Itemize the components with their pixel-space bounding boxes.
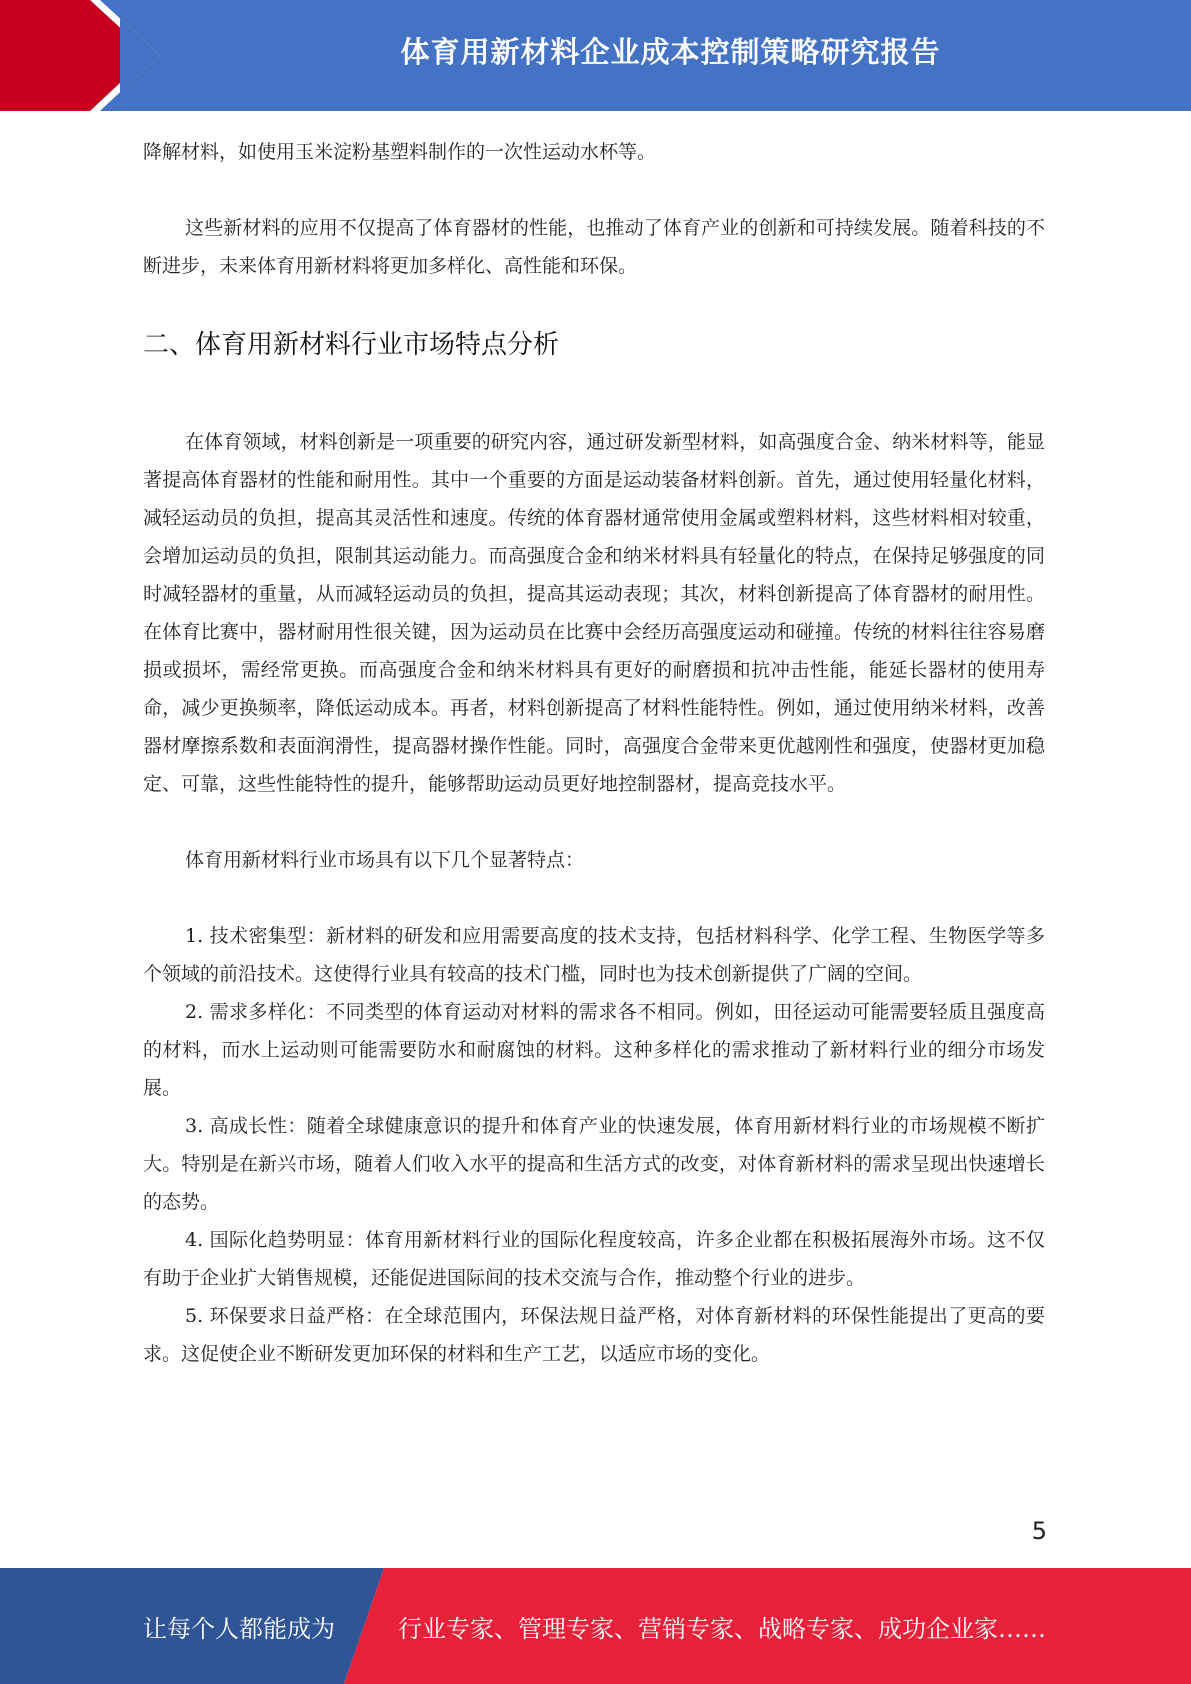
paragraph-continued: 降解材料，如使用玉米淀粉基塑料制作的一次性运动水杯等。	[143, 141, 657, 163]
report-title: 体育用新材料企业成本控制策略研究报告	[400, 34, 941, 69]
section-heading: 二、体育用新材料行业市场特点分析	[143, 330, 560, 360]
list-item: 4. 国际化趋势明显：体育用新材料行业的国际化程度较高，许多企业都在积极拓展海外市场。这不仅有助于企业扩大销售规模，还能促进国际间的技术交流与合作，推动整个行业的进步。	[143, 1229, 1045, 1289]
feature-list	[143, 917, 1045, 1373]
paragraph-list-lead: 体育用新材料行业市场具有以下几个显著特点：	[185, 849, 585, 871]
list-item: 5. 环保要求日益严格：在全球范围内，环保法规日益严格，对体育新材料的环保性能提出了更高的要求。这促使企业不断研发更加环保的材料和生产工艺，以适应市场的变化。	[143, 1305, 1045, 1365]
list-item: 1. 技术密集型：新材料的研发和应用需要高度的技术支持，包括材料科学、化学工程、生物医学等多个领域的前沿技术。这使得行业具有较高的技术门槛，同时也为技术创新提供了广阔的空间。	[143, 925, 1045, 985]
list-item: 2. 需求多样化：不同类型的体育运动对材料的需求各不相同。例如，田径运动可能需要轻质且强度高的材料，而水上运动则可能需要防水和耐腐蚀的材料。这种多样化的需求推动了新材料行业的细分市场发展。	[143, 1001, 1045, 1099]
page-footer	[0, 1568, 1191, 1684]
page-header	[0, 0, 1191, 111]
paragraph-main: 在体育领域，材料创新是一项重要的研究内容，通过研发新型材料，如高强度合金、纳米材料等，能显著提高体育器材的性能和耐用性。其中一个重要的方面是运动装备材料创新。首先，通过使用轻量化材料，减轻运动员的负担，提高其灵活性和速度。传统的体育器材通常使用金属或塑料材料，这些材料相对较重，会增加运动员的负担，限制其运动能力。而高强度合金和纳米材料具有轻量化的特点，在保持足够强度的同时减轻器材的重量，从而减轻运动员的负担，提高其运动表现；其次，材料创新提高了体育器材的耐用性。在体育比赛中，器材耐用性很关键，因为运动员在比赛中会经历高强度运动和碰撞。传统的材料往往容易磨损或损坏，需经常更换。而高强度合金和纳米材料具有更好的耐磨损和抗冲击性能，能延长器材的使用寿命，减少更换频率，降低运动成本。再者，材料创新提高了材料性能特性。例如，通过使用纳米材料，改善器材摩擦系数和表面润滑性，提高器材操作性能。同时，高强度合金带来更优越刚性和强度，使器材更加稳定、可靠，这些性能特性的提升，能够帮助运动员更好地控制器材，提高竞技水平。	[143, 431, 1045, 795]
page-number: 5	[1031, 1517, 1047, 1545]
paragraph-intro: 这些新材料的应用不仅提高了体育器材的性能，也推动了体育产业的创新和可持续发展。随着科技的不断进步，未来体育用新材料将更加多样化、高性能和环保。	[143, 217, 1045, 277]
list-item: 3. 高成长性：随着全球健康意识的提升和体育产业的快速发展，体育用新材料行业的市场规模不断扩大。特别是在新兴市场，随着人们收入水平的提高和生活方式的改变，对体育新材料的需求呈现出快速增长的态势。	[143, 1115, 1045, 1213]
document-body	[143, 133, 1045, 1373]
footer-slogan-right: 行业专家、管理专家、营销专家、战略专家、成功企业家……	[398, 1614, 1046, 1643]
footer-slogan-left: 让每个人都能成为	[143, 1614, 335, 1643]
